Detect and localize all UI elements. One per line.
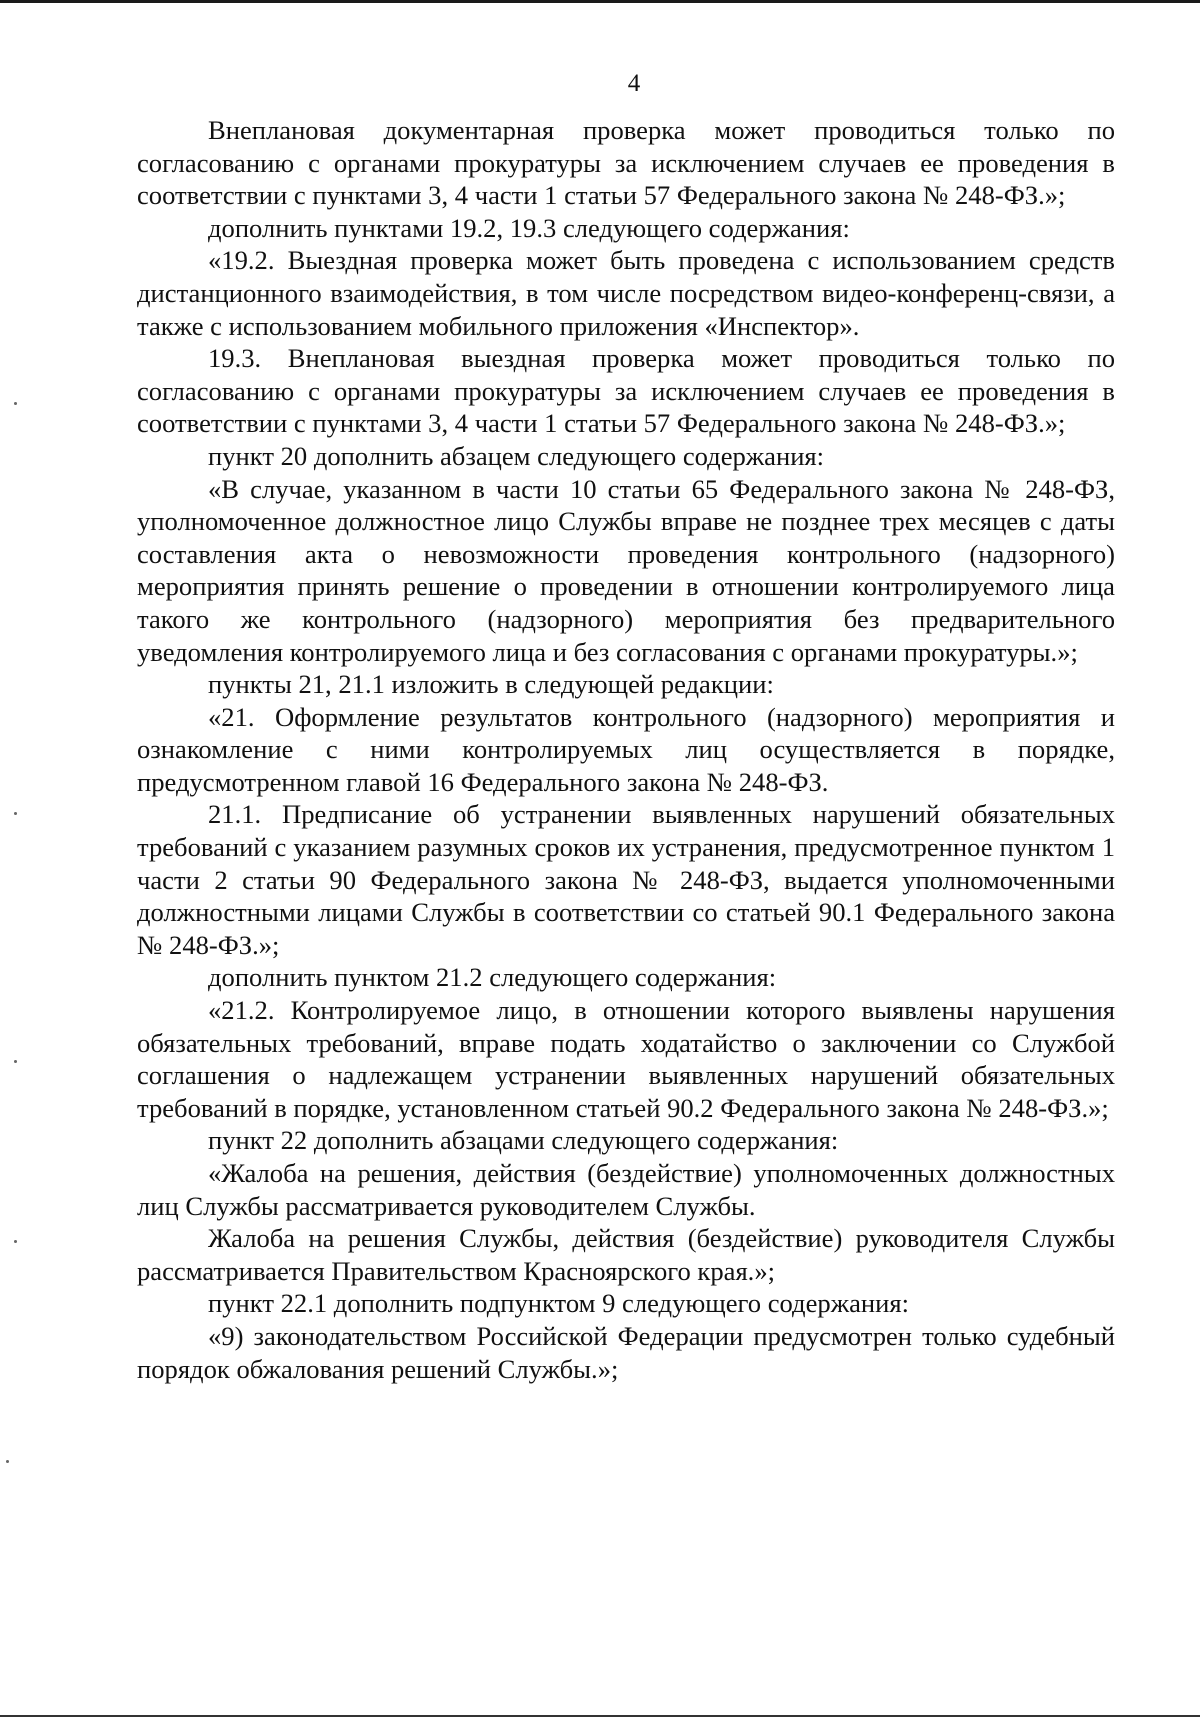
scan-speck — [14, 1240, 17, 1243]
paragraph-6: «В случае, указанном в части 10 статьи 65 Федерального закона № 248-ФЗ, уполномоченное должностное лицо Службы вправе не позднее трех месяцев с даты составления акта о невозможности проведения контрольного (надзорного) мероприятия принять решение о проведении в отношении контролируемого лица такого же контрольного (надзорного) мероприятия без предварительного уведомления контролируемого лица и без согласования с органами прокуратуры.»; — [137, 473, 1115, 667]
paragraph-14: Жалоба на решения Службы, действия (бездействие) руководителя Службы рассматривается Правительством Красноярского края.»; — [137, 1223, 1115, 1286]
paragraph-10: дополнить пунктом 21.2 следующего содержания: — [208, 962, 777, 993]
paragraph-8: «21. Оформление результатов контрольного (надзорного) мероприятия и ознакомление с ними контролируемых лиц осуществляется в порядке, предусмотренном главой 16 Федерального закона № 248-ФЗ. — [137, 701, 1115, 797]
page-number: 4 — [627, 70, 641, 97]
paragraph-5: пункт 20 дополнить абзацем следующего содержания: — [208, 440, 825, 471]
paragraph-4: 19.3. Внеплановая выездная проверка может проводиться только по согласованию с органами прокуратуры за исключением случаев ее проведения в соответствии с пунктами 3, 4 части 1 статьи 57 Федерального закона № 248-ФЗ.»; — [137, 343, 1115, 439]
paragraph-2: дополнить пунктами 19.2, 19.3 следующего содержания: — [208, 212, 850, 243]
document-body — [137, 114, 1115, 1385]
paragraph-9: 21.1. Предписание об устранении выявленных нарушений обязательных требований с указанием разумных сроков их устранения, предусмотренное пунктом 1 части 2 статьи 90 Федерального закона № 248-ФЗ, выдается уполномоченными должностными лицами Службы в соответствии со статьей 90.1 Федерального закона № 248-ФЗ.»; — [137, 799, 1115, 960]
paragraph-11: «21.2. Контролируемое лицо, в отношении которого выявлены нарушения обязательных требований, вправе подать ходатайство о заключении со Службой соглашения о надлежащем устранении выявленных нарушений обязательных требований в порядке, установленном статьей 90.2 Федерального закона № 248-ФЗ.»; — [137, 995, 1115, 1123]
paragraph-1: Внеплановая документарная проверка может проводиться только по согласованию с органами прокуратуры за исключением случаев ее проведения в соответствии с пунктами 3, 4 части 1 статьи 57 Федерального закона № 248-ФЗ.»; — [137, 115, 1115, 211]
paragraph-3: «19.2. Выездная проверка может быть проведена с использованием средств дистанционного взаимодействия, в том числе посредством видео-конференц-связи, а также с использованием мобильного приложения «Инспектор». — [137, 245, 1115, 341]
paragraph-7: пункты 21, 21.1 изложить в следующей редакции: — [208, 669, 774, 700]
paragraph-13: «Жалоба на решения, действия (бездействие) уполномоченных должностных лиц Службы рассматривается руководителем Службы. — [137, 1158, 1115, 1221]
scan-speck — [14, 402, 17, 405]
paragraph-12: пункт 22 дополнить абзацами следующего содержания: — [208, 1125, 839, 1156]
scan-speck — [6, 1460, 9, 1463]
scan-speck — [14, 1060, 17, 1063]
paragraph-15: пункт 22.1 дополнить подпунктом 9 следующего содержания: — [208, 1288, 909, 1319]
scan-top-edge — [0, 0, 1200, 3]
scan-speck — [14, 812, 17, 815]
paragraph-16: «9) законодательством Российской Федерации предусмотрен только судебный порядок обжалования решений Службы.»; — [137, 1320, 1115, 1384]
